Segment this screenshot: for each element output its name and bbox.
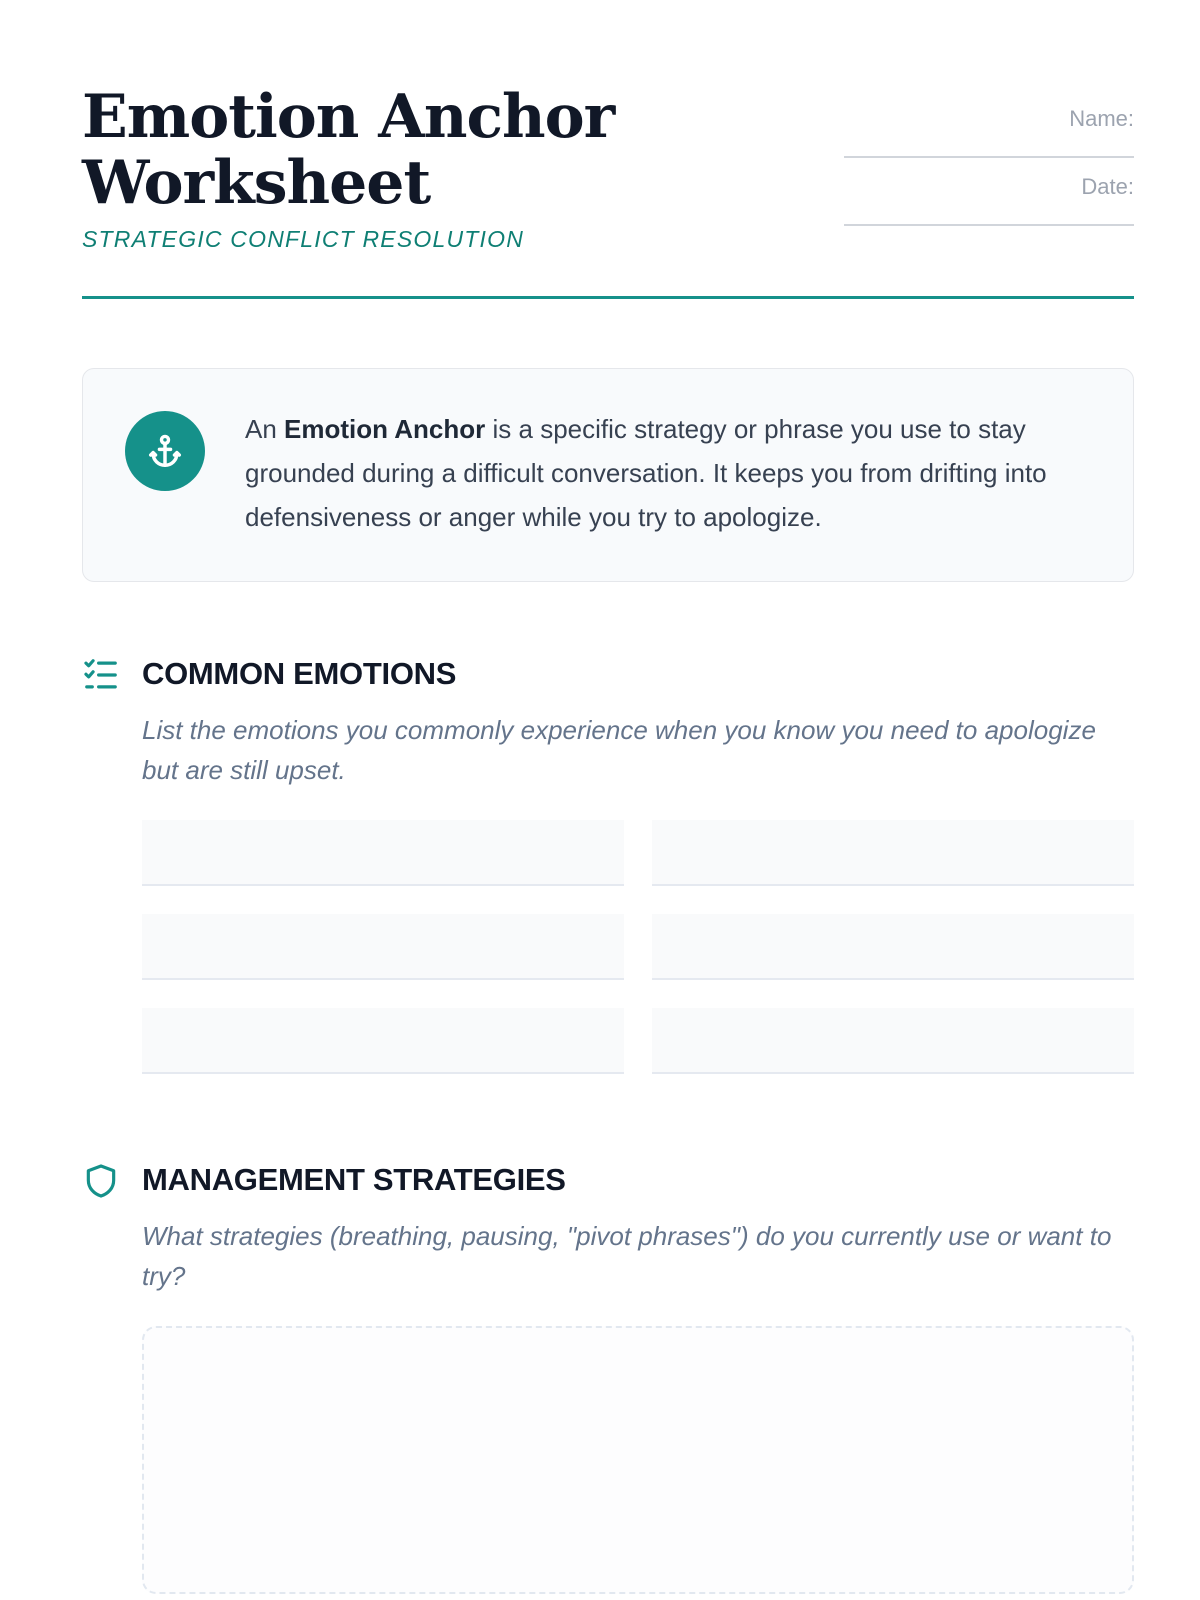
section-common-emotions-header xyxy=(82,654,1134,694)
date-line[interactable] xyxy=(844,224,1134,226)
anchor-icon xyxy=(125,411,205,491)
date-field[interactable] xyxy=(844,172,1134,240)
section-title: COMMON EMOTIONS xyxy=(142,656,457,691)
name-field[interactable] xyxy=(844,104,1134,172)
checklist-icon xyxy=(82,656,120,694)
worksheet-page xyxy=(82,0,1134,1600)
emotion-field-3[interactable] xyxy=(142,914,624,980)
page-title xyxy=(82,84,702,216)
page-title-line-2: Worksheet xyxy=(82,148,431,218)
page-subtitle: STRATEGIC CONFLICT RESOLUTION xyxy=(82,226,525,252)
page-title-line-1: Emotion Anchor xyxy=(82,82,615,152)
emotion-field-2[interactable] xyxy=(652,820,1134,886)
intro-callout xyxy=(82,368,1134,582)
intro-text-prefix: An xyxy=(245,414,285,444)
section-management-strategies-header xyxy=(82,1160,1134,1200)
worksheet-header xyxy=(82,84,1134,300)
section-title: MANAGEMENT STRATEGIES xyxy=(142,1162,566,1197)
emotion-field-5[interactable] xyxy=(142,1008,624,1074)
shield-icon xyxy=(82,1162,120,1200)
header-divider xyxy=(82,296,1134,299)
meta-fields xyxy=(844,104,1134,240)
section-description: List the emotions you commonly experience when you know you need to apologize but are still upset. xyxy=(142,715,1096,785)
intro-term: Emotion Anchor xyxy=(284,414,486,444)
section-description: What strategies (breathing, pausing, "pivot phrases") do you currently use or want to try? xyxy=(142,1221,1112,1291)
name-line[interactable] xyxy=(844,156,1134,158)
emotion-field-6[interactable] xyxy=(652,1008,1134,1074)
name-label: Name: xyxy=(1069,106,1134,131)
intro-text-body: is a specific strategy or phrase you use to stay grounded during a difficult conversation. It keeps you from drifting into defensiveness or anger while you try to apologize. xyxy=(245,414,1047,532)
emotion-field-4[interactable] xyxy=(652,914,1134,980)
emotion-field-1[interactable] xyxy=(142,820,624,886)
date-label: Date: xyxy=(1081,174,1134,199)
intro-text xyxy=(245,407,1075,539)
strategies-response-box[interactable] xyxy=(142,1326,1134,1594)
